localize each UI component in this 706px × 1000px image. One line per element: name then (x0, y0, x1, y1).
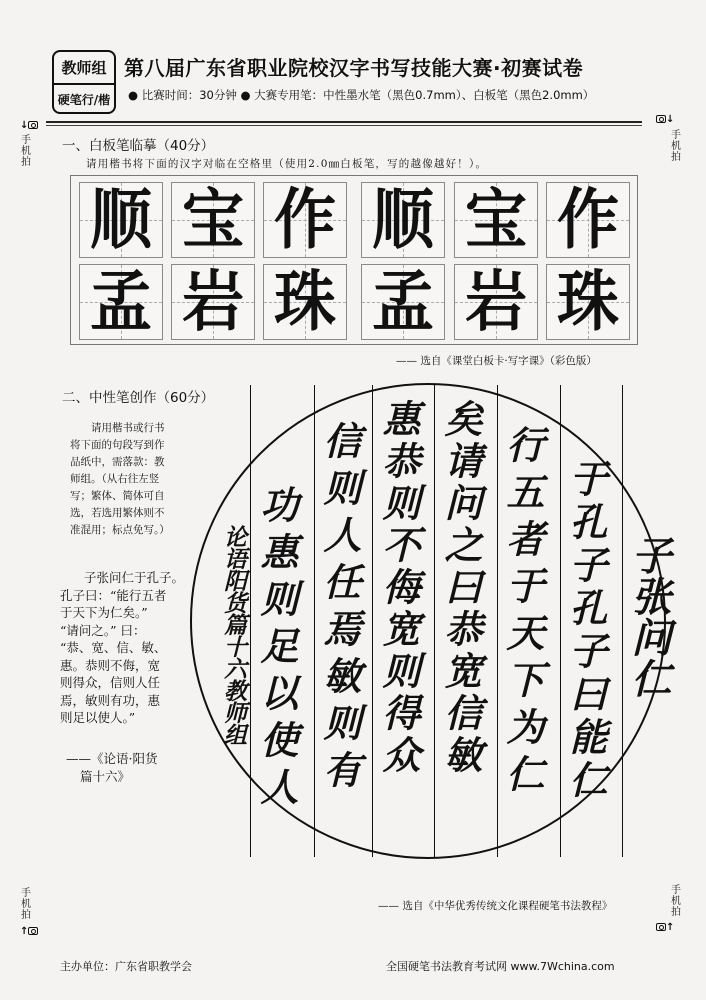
passage-line: 孔子曰：“能行五者 (60, 587, 167, 603)
passage-source (66, 750, 186, 786)
section1-source: —— 选自《课堂白板卡·写字课》（彩色版） (396, 355, 597, 367)
instruction-line: 写；繁体、简体可自 (70, 490, 165, 502)
artwork-column-6: 信则人任焉敏则有 (317, 421, 362, 797)
passage-line: “请问之。” 曰： (60, 622, 146, 638)
model-char: 顺 (89, 181, 152, 258)
section1-instruction: 请用楷书将下面的汉字对临在空格里（使用2.0㎜白板笔，写的越像越好！）。 (86, 158, 488, 170)
grid-cell (546, 182, 630, 258)
passage-source-line: 篇十六》 (80, 769, 131, 784)
copied-char: 宝 (464, 181, 527, 258)
column-rule (497, 385, 498, 857)
instruction-line: 准混用；标点免写。） (70, 524, 170, 536)
passage-line: 惠。恭则不侮，宽 (60, 657, 161, 673)
passage-line: 则得众，信则人任 (60, 675, 161, 690)
grid-cell (454, 264, 538, 340)
artwork-column-3: 行五者于天下为仁 (500, 425, 545, 801)
marker-top-left: ↓ (20, 120, 38, 131)
footer-organizer: 主办单位：广东省职教学会 (60, 960, 192, 973)
group-badge (52, 50, 116, 114)
grid-cell (171, 264, 255, 340)
instruction-line: 品纸中，需落款：教 (70, 456, 165, 468)
camera-icon (28, 927, 38, 935)
model-char: 孟 (89, 263, 152, 340)
section2-title: 二、中性笔创作（60分） (62, 390, 215, 406)
grid-cell (361, 182, 445, 258)
instruction-line: 将下面的句段写到作 (70, 439, 165, 451)
passage-line: 于天下为仁矣。” (60, 605, 148, 620)
badge-group-label: 教师组 (54, 52, 114, 85)
passage-line: “恭、宽、信、敏、 (60, 640, 167, 655)
copied-char: 珠 (556, 263, 619, 340)
section1-title: 一、白板笔临摹（40分） (62, 138, 215, 154)
passage-line: 焉，敏则有功，惠 (60, 692, 161, 708)
camera-icon (656, 923, 666, 931)
instruction-line: 请用楷书或行书 (91, 422, 165, 434)
copied-char: 岩 (464, 263, 527, 340)
exam-info: ● 比赛时间：30分钟 ● 大赛专用笔：中性墨水笔（黑色0.7mm）、白板笔（黑色2.0mm） (128, 88, 595, 102)
grid-cell (263, 264, 347, 340)
passage-source-line: ——《论语·阳货 (66, 751, 158, 766)
marker-bottom-right: ↑ (656, 922, 674, 933)
copied-char: 作 (556, 181, 619, 258)
side-label-top-left: 手机拍 (21, 135, 31, 168)
camera-icon (28, 121, 38, 129)
grid-cell (171, 182, 255, 258)
marker-top-right: ↓ (656, 114, 674, 125)
model-char: 宝 (181, 181, 244, 258)
column-rule (434, 385, 435, 857)
copy-grid (70, 175, 638, 345)
section2-source: —— 选自《中华优秀传统文化课程硬笔书法教程》 (378, 900, 613, 912)
footer-website: 全国硬笔书法教育考试网 www.7Wchina.com (386, 960, 615, 973)
camera-icon (656, 115, 666, 123)
section2-instruction (70, 420, 186, 539)
artwork-column-2: 于孔子孔子曰能仁 (563, 459, 608, 803)
instruction-line: 选，若选用繁体则不 (70, 507, 165, 519)
exam-title: 第八届广东省职业院校汉字书写技能大赛·初赛试卷 (124, 56, 584, 80)
side-label-top-right: 手机拍 (671, 130, 681, 163)
side-label-bottom-left: 手机拍 (21, 888, 31, 921)
artwork-column-5: 惠恭则不侮宽则得众 (376, 399, 421, 777)
column-rule (372, 385, 373, 857)
column-rule (560, 385, 561, 857)
grid-cell (361, 264, 445, 340)
badge-category-label: 硬笔行/楷 (57, 93, 111, 107)
artwork-column-4: 矣请问之曰恭宽信敏 (438, 399, 483, 777)
model-char: 作 (273, 181, 336, 258)
calligraphy-artwork (190, 383, 672, 859)
grid-cell (263, 182, 347, 258)
column-rule (622, 385, 623, 857)
grid-cell (79, 182, 163, 258)
side-label-bottom-right: 手机拍 (671, 885, 681, 918)
column-rule (250, 385, 251, 857)
passage-line: 则足以使人。” (60, 710, 136, 725)
artwork-column-7: 功惠则足以使人 (254, 485, 299, 814)
copied-char: 顺 (371, 181, 434, 258)
header-divider (46, 121, 642, 123)
grid-cell (546, 264, 630, 340)
marker-bottom-left: ↑ (20, 926, 38, 937)
column-rule (314, 385, 315, 857)
artwork-signature: 论语阳货篇十六教师组 (220, 525, 247, 745)
grid-cell (454, 182, 538, 258)
model-char: 珠 (273, 263, 336, 340)
passage-text (60, 569, 188, 727)
model-char: 岩 (181, 263, 244, 340)
copied-char: 孟 (371, 263, 434, 340)
grid-cell (79, 264, 163, 340)
instruction-line: 师组。（从右往左竖 (70, 473, 160, 485)
passage-line: 子张问仁于孔子。 (84, 570, 185, 585)
artwork-column-1: 子张问仁 (625, 535, 672, 699)
